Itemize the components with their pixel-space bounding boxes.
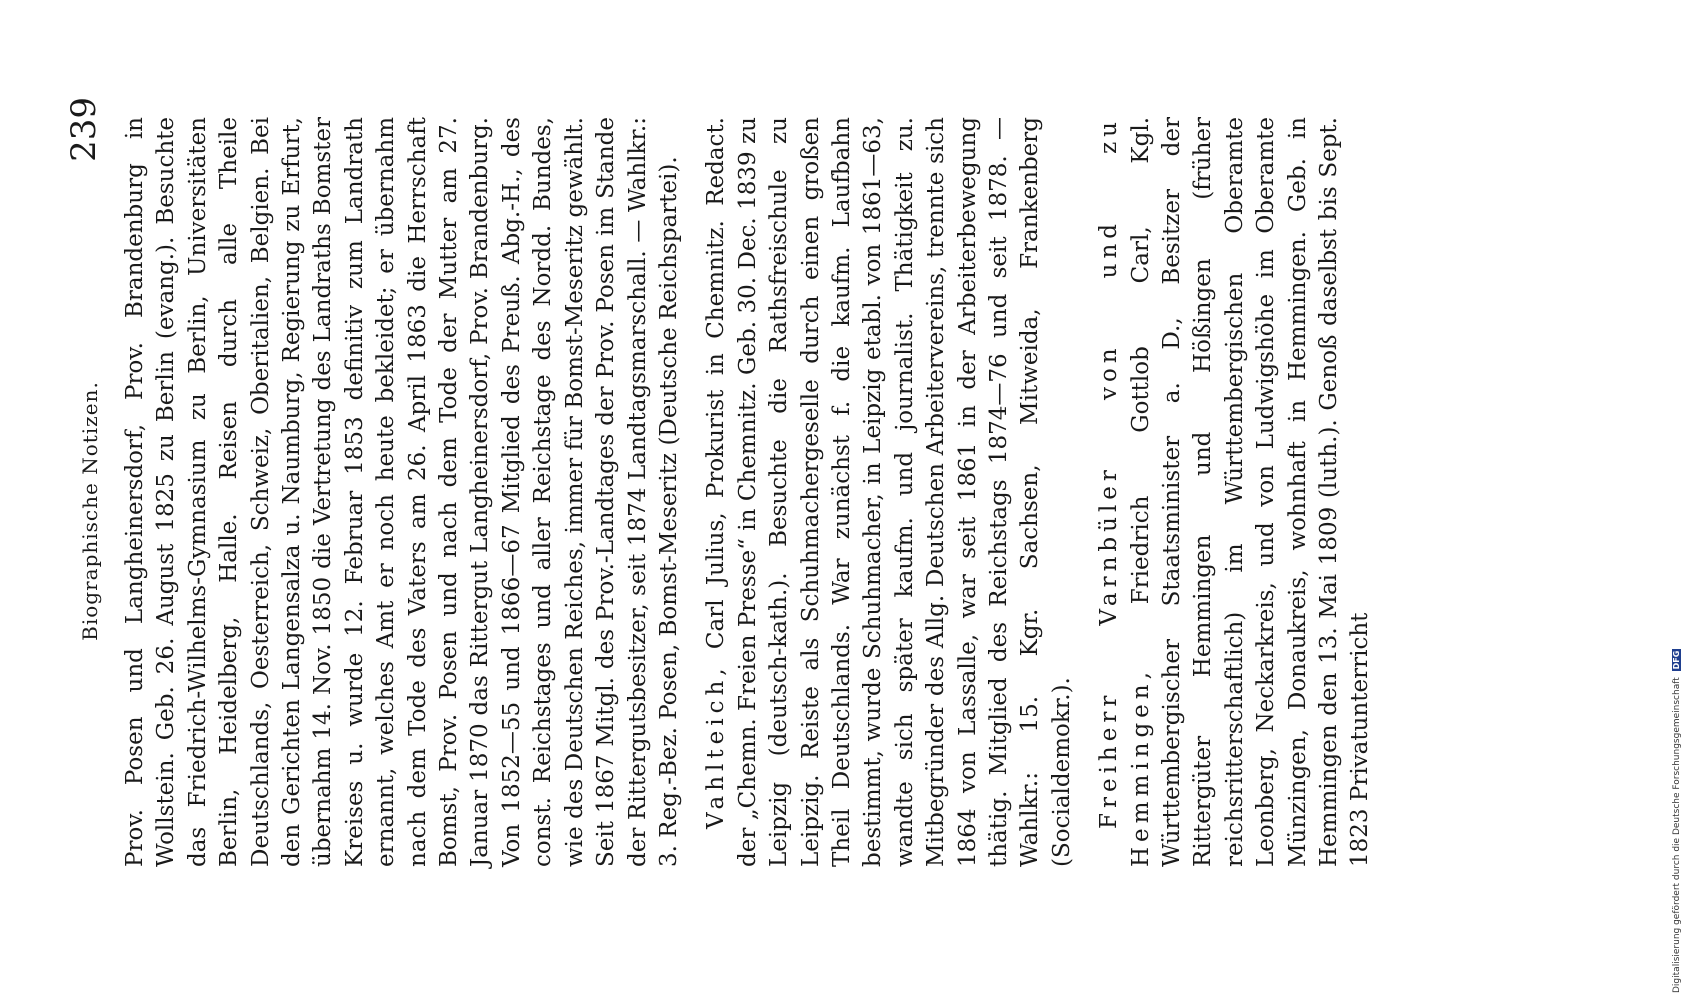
entry-vahlteich: [701, 117, 1078, 867]
entry-name: Freiherr Varnbüler von und zu Hemmingen,: [1096, 117, 1154, 867]
entry-name: Vahlteich,: [703, 663, 730, 829]
page-number: 239: [64, 97, 104, 162]
entry-continued: [120, 117, 685, 867]
entry-text: Friedrich Gottlob Carl, Kgl. Württembergischer Staatsminister a. D., Besitzer der Rittergüter Hemmingen und Hößingen (früher reichsritterschaftlich) im Württembergischen Oberamte Leonberg, Neckarkreis, und von Ludwigshöhe im Oberamte Münzingen, Donaukreis, wohnhaft in Hemmingen. Geb. in Hemmingen den 13. Mai 1809 (luth.). Genoß daselbst bis Sept. 1823 Privatunterricht: [1127, 117, 1374, 867]
book-page: [60, 77, 1560, 945]
digitization-stamp: [1672, 393, 1682, 993]
page-body: [120, 77, 1377, 945]
entry-text: Carl Julius, Prokurist in Chemnitz. Redact. der „Chemn. Freien Presse“ in Chemnitz. Geb. 30. Dec. 1839 zu Leipzig (deutsch-kath.). Besuchte die Rathsfreischule zu Leipzig. Reiste als Schuhmachergeselle durch einen großen Theil Deutschlands. War zunächst f. die kaufm. Laufbahn bestimmt, wurde Schuhmacher, in Leipzig etabl. von 1861—63, wandte sich später kaufm. und journalist. Thätigkeit zu. Mitbegründer des Allg. Deutschen Arbeitervereins, trennte sich 1864 von Lassalle, war seit 1861 in der Arbeiterbewegung thätig. Mitglied des Reichstags 1874—76 und seit 1878. — Wahlkr.: 15. Kgr. Sachsen, Mitweida, Frankenberg (Socialdemokr.).: [703, 117, 1075, 867]
stamp-text: Digitalisierung gefördert durch die Deutsche Forschungsgemeinschaft: [1672, 677, 1682, 993]
dfg-logo: DFG: [1672, 650, 1681, 670]
entry-varnbueler: [1094, 117, 1377, 867]
running-title: Biographische Notizen.: [78, 381, 102, 641]
entry-text: Prov. Posen und Langheinersdorf, Prov. Brandenburg in Wollstein. Geb. 26. August 1825 zu Berlin (evang.). Besuchte das Friedrich-Wilhelms-Gymnasium zu Berlin, Universitäten Berlin, Heidelberg, Halle. Reisen durch alle Theile Deutschlands, Oesterreich, Schweiz, Oberitalien, Belgien. Bei den Gerichten Langensalza u. Naumburg, Regierung zu Erfurt, übernahm 14. Nov. 1850 die Vertretung des Landraths Bomster Kreises u. wurde 12. Februar 1853 definitiv zum Landrath ernannt, welches Amt er noch heute bekleidet; er übernahm nach dem Tode des Vaters am 26. April 1863 die Herrschaft Bomst, Prov. Posen und nach dem Tode der Mutter am 27. Januar 1870 das Rittergut Langheinersdorf, Prov. Brandenburg. Von 1852—55 und 1866—67 Mitglied des Preuß. Abg.-H., des const. Reichstages und aller Reichstage des Nordd. Bundes, wie des Deutschen Reiches, immer für Bomst-Meseritz gewählt. Seit 1867 Mitgl. des Prov.-Landtages der Prov. Posen im Stande der Rittergutsbesitzer, seit 1874 Landtagsmarschall. — Wahlkr.: 3. Reg.-Bez. Posen, Bomst-Meseritz (Deutsche Reichspartei).: [122, 117, 682, 867]
page-header: [60, 77, 120, 945]
